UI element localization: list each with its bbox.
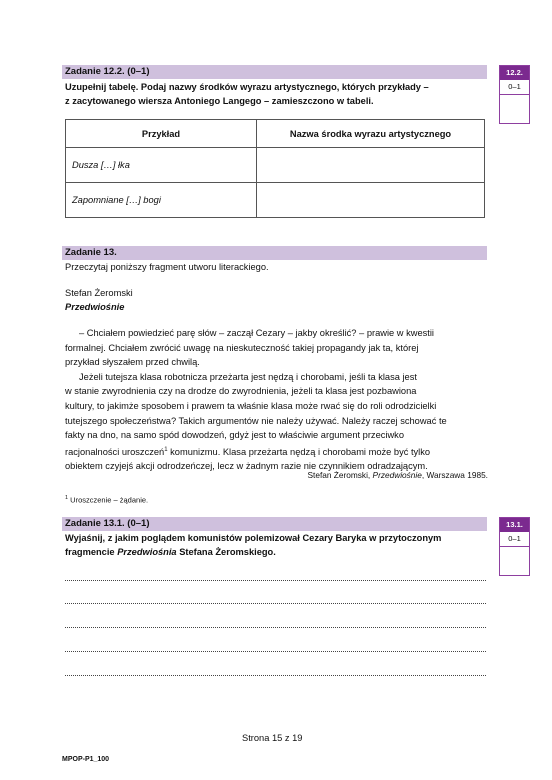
fragment-line: obiektem czyjejś akcji odrodzeńczej, lecz w żadnym razie nie czynnikiem odradzającym. bbox=[65, 461, 428, 472]
task-12-2-instruction-1: Uzupełnij tabelę. Podaj nazwy środków wyrazu artystycznego, których przykłady – bbox=[65, 82, 429, 92]
fragment-line: – Chciałem powiedzieć parę słów – zaczął Cezary – jakby określić? – prawie w kwestii bbox=[79, 328, 434, 338]
fragment-line: formalnej. Chciałem zwrócić uwagę na nieskuteczność takiej propagandy jak ta, której bbox=[65, 342, 419, 353]
score-box-field[interactable] bbox=[500, 547, 529, 575]
score-box-label: 13.1. bbox=[500, 518, 529, 532]
task-13-instruction: Przeczytaj poniższy fragment utworu literackiego. bbox=[65, 262, 269, 272]
page-number: Strona 15 z 19 bbox=[242, 733, 303, 743]
fragment-line: tutejszego społeczeństwa? Takich argumentów nie należy używać. Należy raczej schować te bbox=[65, 415, 447, 426]
table-row bbox=[66, 183, 485, 218]
instruction-text: Stefana Żeromskiego. bbox=[176, 547, 276, 557]
literary-fragment bbox=[65, 326, 490, 474]
fragment-text: racjonalności uroszczeń bbox=[65, 446, 165, 457]
score-box-12-2 bbox=[499, 65, 530, 124]
work-title: Przedwiośnie bbox=[65, 302, 125, 312]
table-header-name: Nazwa środka wyrazu artystycznego bbox=[257, 120, 485, 148]
task-12-2-instruction-2: z zacytowanego wiersza Antoniego Langego – zamieszczono w tabeli. bbox=[65, 96, 374, 106]
answer-line[interactable] bbox=[65, 627, 486, 628]
score-box-label: 12.2. bbox=[500, 66, 529, 80]
footnote-marker: 1 bbox=[164, 446, 168, 453]
source-title: Przedwiośnie bbox=[372, 470, 422, 480]
answer-line[interactable] bbox=[65, 651, 486, 652]
task-13-1-header: Zadanie 13.1. (0–1) bbox=[65, 518, 150, 529]
author-name: Stefan Żeromski bbox=[65, 288, 133, 298]
fragment-line: w stanie zwyrodnienia czy na drodze do zwyrodnienia, jeżeli ta klasa jest pozbawiona bbox=[65, 386, 417, 397]
exam-code: MPOP-P1_100 bbox=[62, 756, 110, 763]
footnote-number: 1 bbox=[65, 495, 69, 501]
answer-line[interactable] bbox=[65, 675, 486, 676]
instruction-text: fragmencie bbox=[65, 547, 118, 557]
task-13-header: Zadanie 13. bbox=[65, 247, 117, 258]
answer-line[interactable] bbox=[65, 603, 486, 604]
task-13-1-header-bar bbox=[62, 517, 487, 531]
task-13-1-instruction-2 bbox=[65, 545, 276, 559]
fragment-line bbox=[65, 443, 490, 460]
task-13-header-bar bbox=[62, 246, 487, 260]
task-12-2-header-bar bbox=[62, 65, 487, 79]
instruction-work-title: Przedwiośnia bbox=[117, 547, 177, 557]
table-cell-answer[interactable] bbox=[257, 183, 485, 218]
score-box-13-1 bbox=[499, 517, 530, 576]
fragment-text: komunizmu. Klasa przeżarta nędzą i chorobami może być tylko bbox=[170, 446, 431, 457]
footnote-text: Uroszczenie – żądanie. bbox=[70, 495, 149, 505]
answer-line[interactable] bbox=[65, 580, 486, 581]
fragment-line: fakty na dno, na samo spód dowodzeń, gdyż jest to właściwie argument przeciwko bbox=[65, 430, 404, 441]
source-author: Stefan Żeromski, bbox=[307, 470, 373, 480]
score-box-range: 0–1 bbox=[500, 532, 529, 547]
table-cell-example: Dusza […] łka bbox=[66, 148, 257, 183]
task-13-1-instruction-1: Wyjaśnij, z jakim poglądem komunistów polemizował Cezary Baryka w przytoczonym bbox=[65, 533, 442, 543]
table-row bbox=[66, 148, 485, 183]
source-citation bbox=[308, 468, 488, 482]
table-cell-example: Zapomniane […] bogi bbox=[66, 183, 257, 218]
fragment-line: przykład słyszałem przed chwilą. bbox=[65, 357, 200, 368]
means-of-expression-table bbox=[65, 119, 485, 218]
fragment-line: kultury, to jakimże sposobem i prawem ta właśnie klasa może rwać się do roli odrodzicielki bbox=[65, 400, 437, 411]
fragment-line: Jeżeli tutejsza klasa robotnicza przeżarta jest nędzą i chorobami, jeśli ta klasa jest bbox=[79, 371, 417, 382]
source-details: , Warszawa 1985. bbox=[421, 470, 488, 480]
table-header-example: Przykład bbox=[66, 120, 257, 148]
task-12-2-header: Zadanie 12.2. (0–1) bbox=[65, 66, 150, 77]
table-cell-answer[interactable] bbox=[257, 148, 485, 183]
score-box-range: 0–1 bbox=[500, 80, 529, 95]
footnote bbox=[65, 491, 148, 508]
score-box-field[interactable] bbox=[500, 95, 529, 123]
